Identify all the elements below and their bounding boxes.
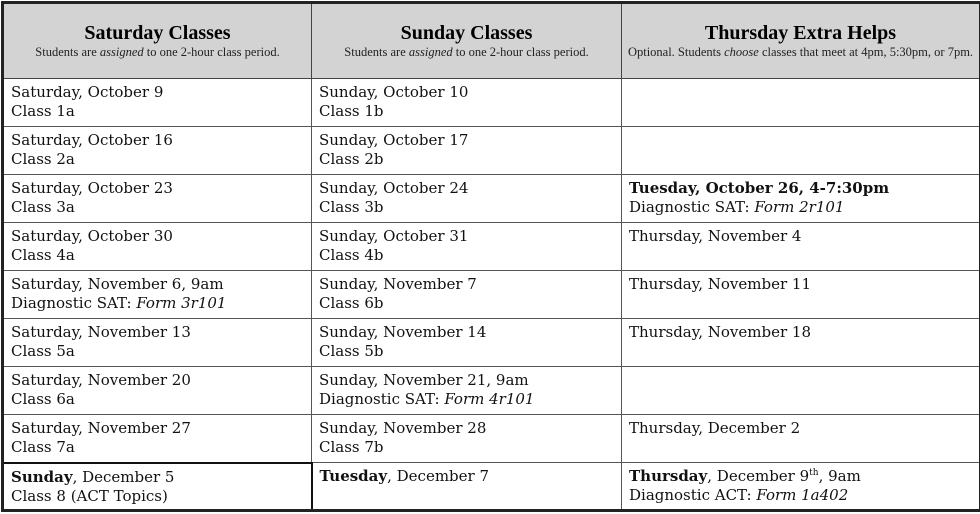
column-title: Thursday Extra Helps [626, 22, 975, 44]
schedule-cell-sunday [312, 319, 622, 367]
text-segment: Class 1a [11, 102, 75, 120]
cell-line [319, 150, 614, 169]
column-title: Sunday Classes [316, 22, 617, 44]
text-segment: Saturday, October 23 [11, 179, 173, 197]
cell-line [11, 323, 304, 342]
cell-line [11, 342, 304, 361]
text-segment: Class 4b [319, 246, 384, 264]
cell-line [11, 83, 304, 102]
cell-line [11, 227, 304, 246]
text-segment: Sunday, November 14 [319, 323, 486, 341]
text-segment: , December 9 [707, 467, 809, 485]
cell-line [319, 275, 614, 294]
text-segment: Class 2b [319, 150, 384, 168]
cell-line [319, 294, 614, 313]
text-segment: classes that meet at 4pm, 5:30pm, or 7pm. [759, 45, 973, 59]
column-header-sunday [312, 3, 622, 79]
text-segment: Sunday, November 7 [319, 275, 477, 293]
schedule-cell-saturday [3, 463, 312, 511]
schedule-cell-sunday [312, 415, 622, 463]
schedule-cell-thursday [622, 175, 980, 223]
text-segment: Diagnostic ACT: [629, 486, 756, 504]
cell-line [11, 371, 304, 390]
cell-line [629, 179, 972, 198]
schedule-cell-thursday [622, 271, 980, 319]
cell-line [629, 275, 972, 294]
cell-line [11, 438, 304, 457]
schedule-cell-sunday [312, 463, 622, 511]
schedule-cell-saturday [3, 271, 312, 319]
cell-line [629, 467, 972, 486]
text-segment: Class 5a [11, 342, 75, 360]
text-segment: Class 1b [319, 102, 384, 120]
column-header-thursday [622, 3, 980, 79]
cell-line [11, 131, 304, 150]
text-segment: , December 7 [387, 467, 489, 485]
table-row [3, 271, 980, 319]
text-segment: Tuesday [320, 467, 388, 485]
cell-line [11, 102, 304, 121]
text-segment: Form 4r101 [444, 390, 534, 408]
text-segment: to one 2-hour class period. [144, 45, 280, 59]
cell-line [319, 131, 614, 150]
cell-line [319, 227, 614, 246]
text-segment: , 9am [819, 467, 861, 485]
column-subtitle [626, 44, 975, 61]
schedule-cell-sunday [312, 79, 622, 127]
text-segment: to one 2-hour class period. [453, 45, 589, 59]
text-segment: Sunday, October 10 [319, 83, 468, 101]
column-title: Saturday Classes [8, 22, 307, 44]
cell-line [11, 294, 304, 313]
text-segment: Sunday, October 17 [319, 131, 468, 149]
cell-line [11, 390, 304, 409]
text-segment: Saturday, November 13 [11, 323, 191, 341]
cell-line [319, 83, 614, 102]
cell-line [629, 198, 972, 217]
text-segment: Class 2a [11, 150, 75, 168]
table-row [3, 463, 980, 511]
text-segment: Sunday [11, 468, 73, 486]
column-header-saturday [3, 3, 312, 79]
table-row [3, 127, 980, 175]
schedule-cell-sunday [312, 223, 622, 271]
text-segment: Sunday, November 21, 9am [319, 371, 529, 389]
text-segment: Tuesday, October 26, 4-7:30pm [629, 179, 889, 197]
text-segment: Diagnostic SAT: [319, 390, 444, 408]
text-segment: assigned [100, 45, 144, 59]
cell-line [11, 246, 304, 265]
column-subtitle [8, 44, 307, 61]
cell-line [319, 246, 614, 265]
table-row [3, 79, 980, 127]
text-segment: Diagnostic SAT: [629, 198, 754, 216]
text-segment: Students are [344, 45, 409, 59]
schedule-cell-saturday [3, 127, 312, 175]
text-segment: Class 3a [11, 198, 75, 216]
text-segment: Saturday, November 20 [11, 371, 191, 389]
text-segment: Class 3b [319, 198, 384, 216]
text-segment: Sunday, November 28 [319, 419, 486, 437]
text-segment: Saturday, November 6, 9am [11, 275, 224, 293]
cell-line [319, 371, 614, 390]
text-segment: Class 6b [319, 294, 384, 312]
table-row [3, 223, 980, 271]
schedule-cell-saturday [3, 367, 312, 415]
cell-line [319, 179, 614, 198]
table-row [3, 367, 980, 415]
text-segment: Sunday, October 31 [319, 227, 468, 245]
text-segment: Optional. Students [628, 45, 724, 59]
cell-line [629, 419, 972, 438]
cell-line [319, 419, 614, 438]
cell-line [11, 179, 304, 198]
schedule-cell-saturday [3, 175, 312, 223]
schedule-cell-thursday [622, 223, 980, 271]
schedule-cell-thursday [622, 319, 980, 367]
text-segment: Sunday, October 24 [319, 179, 468, 197]
cell-line [319, 438, 614, 457]
column-subtitle [316, 44, 617, 61]
text-segment: Thursday, November 11 [629, 275, 811, 293]
schedule-cell-saturday [3, 223, 312, 271]
text-segment: Saturday, October 16 [11, 131, 173, 149]
cell-line [11, 487, 304, 506]
table-row [3, 175, 980, 223]
text-segment: Class 7b [319, 438, 384, 456]
schedule-cell-sunday [312, 367, 622, 415]
cell-line [319, 390, 614, 409]
text-segment: Class 8 (ACT Topics) [11, 487, 168, 505]
cell-line [11, 198, 304, 217]
text-segment: Thursday, November 18 [629, 323, 811, 341]
schedule-cell-saturday [3, 79, 312, 127]
cell-line [629, 323, 972, 342]
text-segment: Diagnostic SAT: [11, 294, 136, 312]
cell-line [319, 102, 614, 121]
cell-line [319, 198, 614, 217]
text-segment: Saturday, November 27 [11, 419, 191, 437]
cell-line [11, 468, 304, 487]
schedule-cell-sunday [312, 271, 622, 319]
text-segment: Form 2r101 [754, 198, 844, 216]
text-segment: assigned [409, 45, 453, 59]
text-segment: , December 5 [73, 468, 175, 486]
text-segment: Class 6a [11, 390, 75, 408]
text-segment: Class 5b [319, 342, 384, 360]
schedule-cell-sunday [312, 127, 622, 175]
table-row [3, 415, 980, 463]
cell-line [11, 150, 304, 169]
cell-line [11, 275, 304, 294]
text-segment: Students are [35, 45, 100, 59]
cell-line [629, 486, 972, 505]
header-row [3, 3, 980, 79]
schedule-cell-thursday [622, 367, 980, 415]
schedule-cell-thursday [622, 127, 980, 175]
text-segment: Thursday, November 4 [629, 227, 801, 245]
text-segment: Thursday [629, 467, 707, 485]
text-segment: Saturday, October 9 [11, 83, 163, 101]
text-segment: Class 7a [11, 438, 75, 456]
schedule-cell-saturday [3, 415, 312, 463]
text-segment: Form 3r101 [136, 294, 226, 312]
schedule-cell-thursday [622, 415, 980, 463]
text-segment: choose [724, 45, 759, 59]
schedule-cell-saturday [3, 319, 312, 367]
cell-line [629, 227, 972, 246]
text-segment: Saturday, October 30 [11, 227, 173, 245]
cell-line [319, 323, 614, 342]
class-schedule-table [1, 1, 980, 512]
schedule-cell-thursday [622, 463, 980, 511]
text-segment: th [809, 468, 818, 478]
schedule-cell-sunday [312, 175, 622, 223]
text-segment: Form 1a402 [756, 486, 848, 504]
table-row [3, 319, 980, 367]
text-segment: Class 4a [11, 246, 75, 264]
cell-line [11, 419, 304, 438]
text-segment: Thursday, December 2 [629, 419, 800, 437]
cell-line [319, 342, 614, 361]
cell-line [320, 467, 615, 486]
schedule-cell-thursday [622, 79, 980, 127]
